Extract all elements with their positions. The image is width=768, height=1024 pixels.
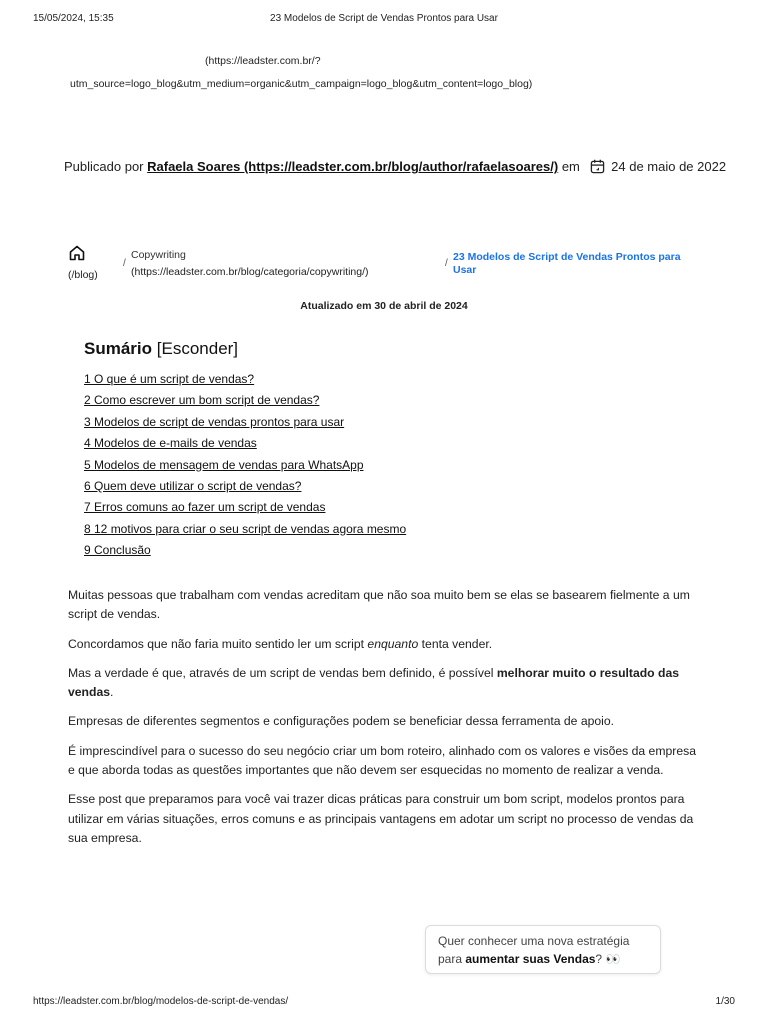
paragraph: Esse post que preparamos para você vai trazer dicas práticas para construir um bom script, modelos prontos para utilizar em várias situações, erros comuns e as principais vantagens em adotar um script no processo de vendas da sua empresa. (68, 792, 694, 845)
print-datetime: 15/05/2024, 15:35 (33, 13, 114, 24)
publish-date: 24 de maio de 2022 (611, 159, 727, 174)
print-footer-url: https://leadster.com.br/blog/modelos-de-script-de-vendas/ (33, 996, 289, 1007)
updated-date: Atualizado em 30 de abril de 2024 (300, 300, 468, 312)
paragraph: Mas a verdade é que, através de um script de vendas bem definido, é possível melhorar muito o resultado das vendas. (68, 665, 680, 700)
toc-link[interactable]: 2 Como escrever um bom script de vendas? (84, 393, 320, 408)
toc-title: Sumário (84, 339, 153, 358)
byline (64, 159, 726, 177)
toc-link[interactable]: 7 Erros comuns ao fazer um script de vendas (84, 500, 326, 515)
toc-item (84, 457, 406, 478)
toc-link[interactable]: 9 Conclusão (84, 543, 151, 558)
breadcrumb-category-link[interactable]: (https://leadster.com.br/blog/categoria/copywriting/) (131, 266, 369, 278)
toc-link[interactable]: 1 O que é um script de vendas? (84, 372, 255, 386)
paragraph: Concordamos que não faria muito sentido ler um script enquanto tenta vender. (68, 636, 493, 651)
cta-line1: Quer conhecer uma nova estratégia (438, 934, 630, 948)
breadcrumb-home-link[interactable]: (/blog) (68, 269, 98, 281)
breadcrumb-category[interactable]: Copywriting (131, 249, 186, 261)
logo-link-line1[interactable]: (https://leadster.com.br/? (205, 55, 321, 67)
paragraph: É imprescindível para o sucesso do seu negócio criar um bom roteiro, alinhado com os valores e visões da empresa e que aborda todas as questões importantes que não devem ser esquecidas no momento de realizar a venda. (68, 743, 696, 778)
toc-header (84, 339, 238, 359)
eyes-icon: 👀 (605, 952, 621, 966)
toc-link[interactable]: 5 Modelos de mensagem de vendas para WhatsApp (84, 457, 364, 472)
byline-in: em (561, 159, 580, 174)
toc-item (84, 521, 406, 542)
cta-widget[interactable] (425, 925, 661, 974)
calendar-icon (590, 159, 605, 177)
logo-link-line2[interactable]: utm_source=logo_blog&utm_medium=organic&utm_campaign=logo_blog&utm_content=logo_blog) (70, 78, 533, 90)
author-link[interactable]: Rafaela Soares (https://leadster.com.br/blog/author/rafaelasoares/) (147, 159, 559, 174)
byline-prefix: Publicado por (64, 159, 144, 174)
article-body (68, 586, 704, 858)
breadcrumb-separator: / (123, 258, 126, 269)
print-page-number: 1/30 (715, 996, 735, 1007)
breadcrumb-separator: / (445, 258, 448, 269)
toc-link[interactable]: 4 Modelos de e-mails de vendas (84, 436, 257, 451)
paragraph: Empresas de diferentes segmentos e configurações podem se beneficiar dessa ferramenta de apoio. (68, 714, 615, 729)
toc-list (84, 371, 406, 564)
toc-toggle[interactable]: [Esconder] (156, 339, 239, 358)
toc-item (84, 435, 406, 456)
breadcrumb-current: 23 Modelos de Script de Vendas Prontos para Usar (453, 251, 681, 276)
toc-item (84, 371, 406, 392)
home-icon[interactable] (68, 244, 86, 267)
cta-line2: para aumentar suas Vendas? 👀 (438, 952, 621, 966)
toc-item (84, 392, 406, 413)
toc-item (84, 499, 406, 520)
toc-item (84, 414, 406, 435)
toc-item (84, 478, 406, 499)
paragraph: Muitas pessoas que trabalham com vendas acreditam que não soa muito bem se elas se basearem fielmente a um script de vendas. (68, 588, 690, 622)
toc-link[interactable]: 3 Modelos de script de vendas prontos para usar (84, 414, 345, 429)
toc-link[interactable]: 6 Quem deve utilizar o script de vendas? (84, 478, 302, 493)
toc-item (84, 542, 406, 563)
toc-link[interactable]: 8 12 motivos para criar o seu script de vendas agora mesmo (84, 521, 407, 536)
print-page-title: 23 Modelos de Script de Vendas Prontos para Usar (270, 13, 498, 24)
